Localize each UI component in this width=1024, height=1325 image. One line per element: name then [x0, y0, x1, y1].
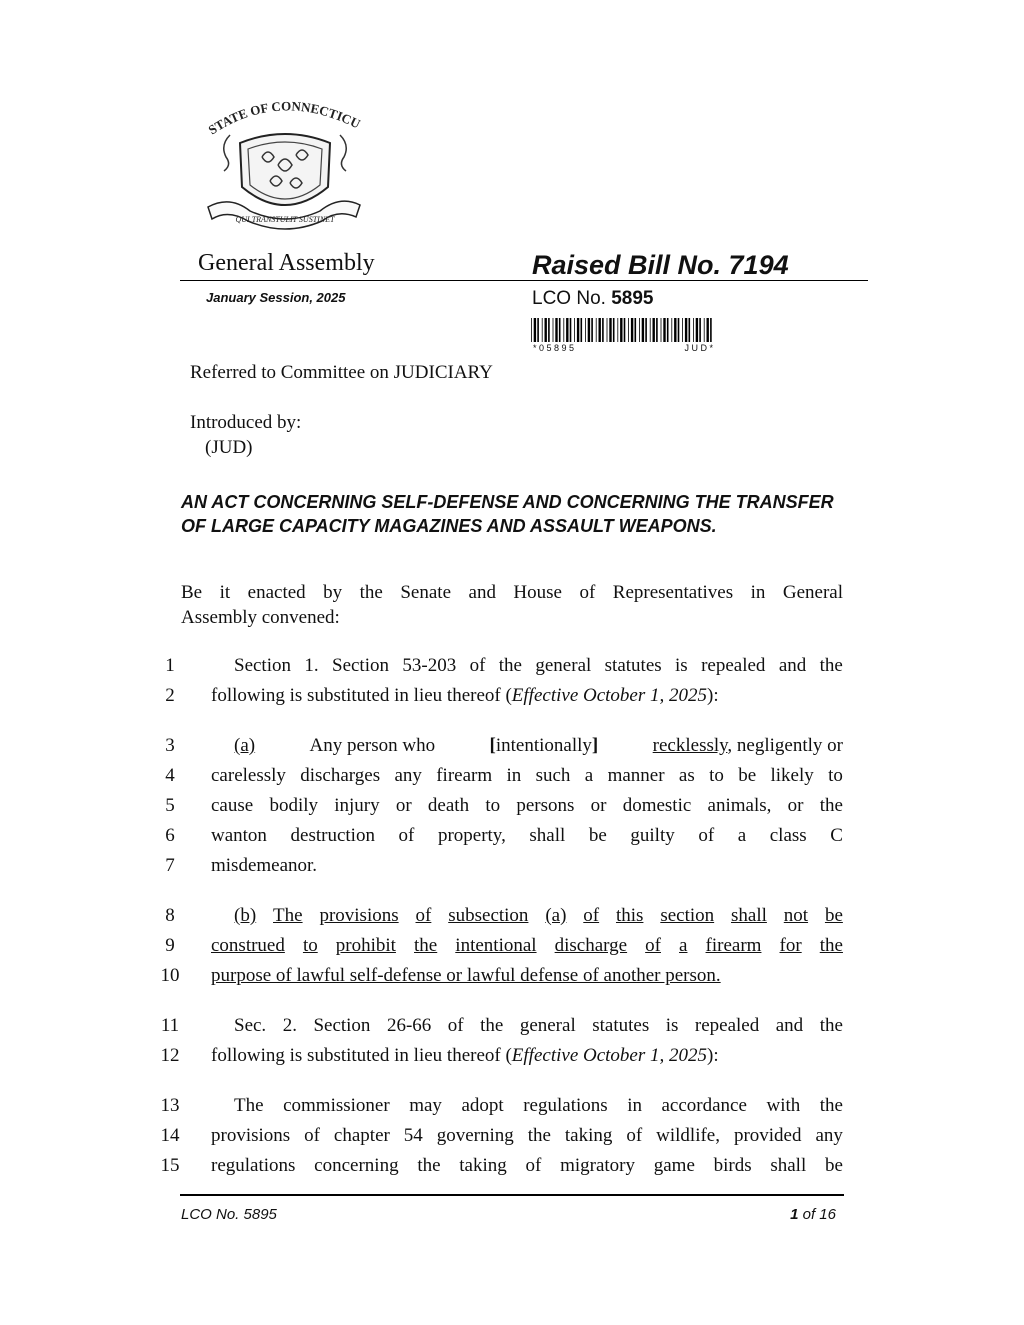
line-number: 14: [160, 1125, 180, 1146]
word: be: [588, 825, 607, 846]
word: with: [766, 1095, 801, 1116]
barcode-bar: [667, 318, 669, 342]
body-line-3-tail: , negligently or: [727, 735, 843, 756]
open-bracket: [: [489, 735, 496, 756]
line-number: 15: [160, 1155, 180, 1176]
word: as: [678, 765, 695, 786]
line-number: 12: [160, 1045, 180, 1066]
word: 54: [403, 1125, 423, 1146]
state-seal: [200, 95, 370, 235]
word: or: [590, 795, 607, 816]
effective-date: Effective October 1, 2025: [511, 685, 708, 706]
barcode-bar: [585, 318, 586, 342]
barcode-bar: [693, 318, 694, 342]
word: be: [824, 905, 843, 926]
word: discharges: [300, 765, 381, 786]
page-current: 1: [790, 1206, 799, 1223]
barcode-bar: [609, 318, 611, 342]
word: to: [709, 765, 724, 786]
body-line-11: [234, 1015, 843, 1045]
line-number: 13: [160, 1095, 180, 1116]
word: in: [506, 765, 522, 786]
line-number: 6: [165, 825, 175, 846]
word: to: [828, 765, 843, 786]
word: the: [414, 935, 438, 956]
word: the: [480, 1015, 504, 1036]
page-total: of 16: [802, 1206, 836, 1223]
line-number: 3: [165, 735, 175, 756]
word: class: [769, 825, 807, 846]
barcode-bar: [689, 318, 691, 342]
bill-title: Raised Bill No. 7194: [532, 250, 789, 280]
word: bodily: [269, 795, 318, 816]
lco-label: LCO No.: [532, 288, 606, 309]
barcode-bar: [566, 318, 568, 342]
seal-ribbon-text: QUI TRANSTULIT SUSTINET: [235, 215, 335, 224]
word: prohibit: [335, 935, 396, 956]
barcode-bar: [685, 318, 687, 342]
body-line-2: [211, 685, 843, 715]
barcode-bar: [617, 318, 618, 342]
word: carelessly: [211, 765, 286, 786]
barcode-bar: [596, 318, 597, 342]
body-line-12-close: ):: [707, 1045, 719, 1066]
word: statutes: [604, 655, 662, 676]
footer-lco: LCO No. 5895: [181, 1206, 277, 1223]
body-line-3-text: Any person who: [309, 735, 436, 756]
word: construed: [211, 935, 285, 956]
barcode-bar: [620, 318, 622, 342]
svg-text:STATE OF CONNECTICUT: [200, 95, 363, 137]
body-line-3: [234, 735, 843, 765]
word: C: [830, 825, 843, 846]
word: in: [627, 1095, 642, 1116]
word: the: [819, 935, 843, 956]
word: cause: [211, 795, 254, 816]
barcode-bar: [599, 318, 601, 342]
word: be: [824, 1155, 843, 1176]
inserted-subsection-a: (a): [234, 735, 256, 756]
word: Section: [332, 655, 389, 676]
barcode-bar: [559, 318, 561, 342]
barcode-bar: [628, 318, 629, 342]
word: firearm: [436, 765, 493, 786]
word: any: [394, 765, 422, 786]
barcode-bar: [671, 318, 672, 342]
committee-referral: Referred to Committee on JUDICIARY: [190, 362, 493, 383]
word: of: [447, 1015, 464, 1036]
body-line-5: [211, 795, 843, 825]
word: provisions: [319, 905, 399, 926]
word: of: [415, 905, 432, 926]
word: shall: [529, 825, 566, 846]
act-title: AN ACT CONCERNING SELF-DEFENSE AND CONCERNING THE TRANSFER OF LARGE CAPACITY MAGAZINES AND ASSAULT WEAPONS.: [181, 492, 834, 536]
word: wildlife,: [656, 1125, 720, 1146]
word: a: [737, 825, 747, 846]
word: of: [304, 1125, 320, 1146]
word: for: [779, 935, 802, 956]
word: shall: [731, 905, 767, 926]
word: of: [525, 1155, 542, 1176]
word: property,: [437, 825, 506, 846]
seal-arc-text: STATE OF CONNECTICU: [205, 98, 363, 138]
word: is: [675, 655, 688, 676]
word: the: [417, 1155, 441, 1176]
word: subsection: [448, 905, 529, 926]
word: manner: [607, 765, 665, 786]
word: commissioner: [283, 1095, 390, 1116]
barcode-bar: [699, 318, 701, 342]
barcode-bar: [635, 318, 637, 342]
general-assembly-label: General Assembly: [198, 250, 375, 276]
body-line-15: [211, 1155, 843, 1185]
body-line-13: [234, 1095, 843, 1125]
inserted-word: recklessly: [652, 735, 728, 756]
word: the: [498, 655, 522, 676]
barcode-bar: [645, 318, 647, 342]
barcode-bar: [642, 318, 644, 342]
enacting-line-1: [181, 580, 843, 605]
word: (a): [545, 905, 567, 926]
barcode-bar: [588, 318, 590, 342]
word: chapter: [333, 1125, 390, 1146]
barcode-bar: [577, 318, 579, 342]
body-line-12-text: following is substituted in lieu thereof (: [211, 1045, 512, 1066]
barcode-bar: [663, 318, 665, 342]
word: concerning: [314, 1155, 399, 1176]
word: repealed: [701, 655, 766, 676]
barcode-bar: [555, 318, 557, 342]
barcode-bar: [678, 318, 680, 342]
enacting-clause: [181, 580, 843, 630]
barcode-bar: [534, 318, 536, 342]
body-line-14: [211, 1125, 843, 1155]
barcode-bar: [639, 318, 640, 342]
body-line-8: [234, 905, 843, 935]
word: or: [395, 795, 412, 816]
body-line-7-text: misdemeanor.: [211, 855, 318, 876]
word: and: [775, 1015, 804, 1036]
line-number: 10: [160, 965, 180, 986]
body-line-12: [211, 1045, 843, 1075]
line-number: 7: [165, 855, 175, 876]
word: Section: [313, 1015, 371, 1036]
word: shall: [770, 1155, 807, 1176]
word: destruction: [290, 825, 375, 846]
word: such: [535, 765, 571, 786]
close-bracket: ]: [591, 735, 599, 756]
session-label: January Session, 2025: [206, 290, 346, 305]
barcode-bar: [653, 318, 655, 342]
word: migratory: [560, 1155, 635, 1176]
barcode-bar: [682, 318, 683, 342]
barcode-bar: [542, 318, 543, 342]
word: Section: [234, 655, 291, 676]
header-rule: [180, 280, 868, 281]
word: taking: [564, 1125, 613, 1146]
barcode-bar: [531, 318, 532, 342]
barcode-bar: [704, 318, 705, 342]
sponsor: (JUD): [205, 437, 253, 458]
lco-number: [532, 288, 653, 310]
barcode-bar: [650, 318, 651, 342]
word: statutes: [592, 1015, 650, 1036]
barcode-bar: [548, 318, 550, 342]
barcode-bar: [591, 318, 593, 342]
body-line-9: [211, 935, 843, 965]
word: the: [819, 1015, 843, 1036]
lco-value: 5895: [611, 288, 654, 309]
line-number: 11: [160, 1015, 180, 1036]
barcode-bar: [613, 318, 615, 342]
word: domestic: [622, 795, 692, 816]
barcode-bar: [570, 318, 572, 342]
word: provided: [733, 1125, 802, 1146]
word: general: [519, 1015, 576, 1036]
body-line-6: [211, 825, 843, 855]
word: not: [783, 905, 809, 926]
barcode-bar: [710, 318, 712, 342]
word: to: [485, 795, 501, 816]
barcode-bar: [574, 318, 575, 342]
body-line-4: [211, 765, 843, 795]
word: game: [653, 1155, 695, 1176]
barcode-bar: [624, 318, 626, 342]
word: intentional: [455, 935, 537, 956]
body-line-10-text: purpose of lawful self-defense or lawful defense of another person.: [211, 965, 721, 986]
line-number: 2: [165, 685, 175, 706]
body-line-2-text: following is substituted in lieu thereof (: [211, 685, 512, 706]
barcode-bar: [581, 318, 583, 342]
word: 53-203: [402, 655, 457, 676]
word: general: [535, 655, 592, 676]
barcode-left-text: * 0 5 8 9 5: [533, 343, 575, 353]
barcode-bar: [537, 318, 539, 342]
word: the: [819, 795, 843, 816]
barcode-right-text: J U D *: [684, 343, 713, 353]
word: may: [409, 1095, 442, 1116]
word: adopt: [461, 1095, 504, 1116]
word: the: [527, 1125, 551, 1146]
word: this: [615, 905, 644, 926]
word: 1.: [304, 655, 319, 676]
word: The: [273, 905, 303, 926]
word: taking: [459, 1155, 507, 1176]
word: injury: [334, 795, 380, 816]
word: and: [778, 655, 807, 676]
page-indicator: [760, 1206, 836, 1223]
body-line-7: [211, 855, 843, 885]
introduced-by-label: Introduced by:: [190, 412, 302, 433]
body-line-2-close: ):: [707, 685, 719, 706]
line-number: 5: [165, 795, 175, 816]
word: the: [819, 655, 843, 676]
line-number: 9: [165, 935, 175, 956]
barcode-caption: [533, 343, 713, 353]
barcode-bar: [661, 318, 662, 342]
word: a: [584, 765, 594, 786]
word: section: [660, 905, 715, 926]
barcode-bar: [553, 318, 554, 342]
barcode-bar: [696, 318, 698, 342]
word: governing: [436, 1125, 514, 1146]
word: of: [626, 1125, 643, 1146]
barcode-bar: [545, 318, 547, 342]
word: accordance: [661, 1095, 747, 1116]
word: discharge: [554, 935, 628, 956]
barcode-bar: [607, 318, 608, 342]
word: (b): [234, 905, 257, 926]
barcode-bar: [707, 318, 709, 342]
word: of: [583, 905, 600, 926]
word: be: [738, 765, 757, 786]
effective-date: Effective October 1, 2025: [511, 1045, 708, 1066]
body-line-1: [234, 655, 843, 685]
barcode-bar: [563, 318, 564, 342]
barcode-bar: [602, 318, 604, 342]
word: of: [469, 655, 486, 676]
deleted-text: [490, 735, 599, 765]
word: persons: [516, 795, 575, 816]
word: wanton: [211, 825, 267, 846]
word: repealed: [694, 1015, 760, 1036]
barcode-bar: [656, 318, 658, 342]
deleted-word: intentionally: [495, 735, 592, 756]
line-number: 8: [165, 905, 175, 926]
enacting-line-2: Assembly convened:: [181, 607, 340, 628]
line-number: 4: [165, 765, 175, 786]
word: to: [302, 935, 318, 956]
word: of: [698, 825, 715, 846]
word: or: [787, 795, 804, 816]
inserted-text: [653, 735, 843, 765]
word: regulations: [523, 1095, 608, 1116]
line-number: 1: [165, 655, 175, 676]
word: is: [665, 1015, 679, 1036]
word: 2.: [282, 1015, 297, 1036]
word: Sec.: [234, 1015, 267, 1036]
body-line-10: [211, 965, 843, 995]
word: provisions: [211, 1125, 291, 1146]
word: of: [645, 935, 661, 956]
barcode-bar: [631, 318, 633, 342]
word: the: [819, 1095, 843, 1116]
word: animals,: [707, 795, 772, 816]
word: regulations: [211, 1155, 296, 1176]
barcode-bar: [674, 318, 676, 342]
word: a: [679, 935, 688, 956]
word: likely: [770, 765, 814, 786]
word: death: [427, 795, 470, 816]
barcode: [531, 318, 713, 342]
enacting-text-1: Be it enacted by the Senate and House of Representatives in General: [181, 582, 843, 603]
word: 26-66: [386, 1015, 432, 1036]
word: guilty: [630, 825, 675, 846]
word: The: [234, 1095, 264, 1116]
footer-rule: [180, 1194, 844, 1196]
word: any: [815, 1125, 843, 1146]
word: firearm: [705, 935, 762, 956]
word: of: [398, 825, 415, 846]
word: birds: [713, 1155, 752, 1176]
